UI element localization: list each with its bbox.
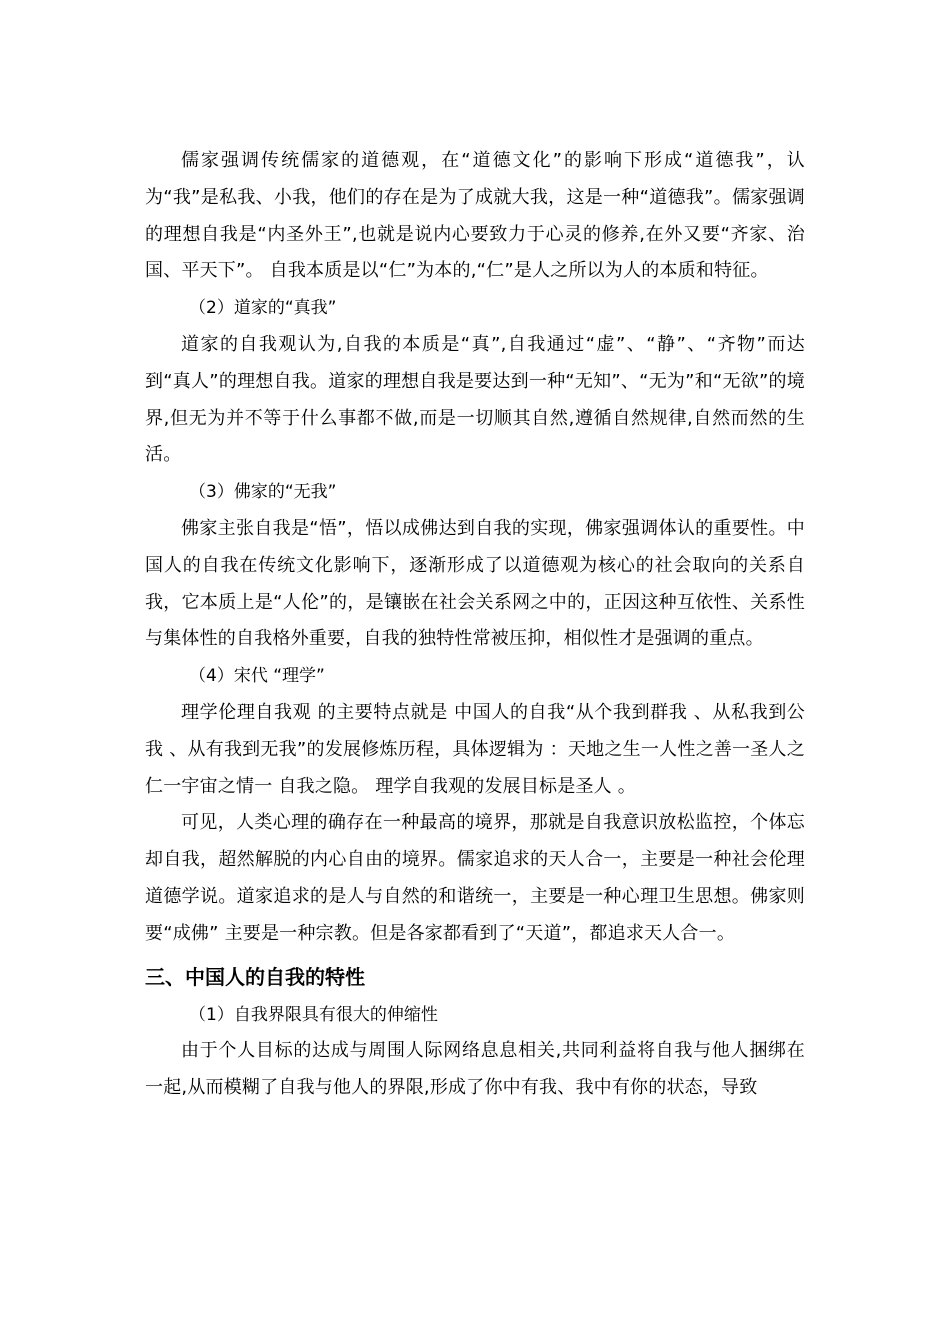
- subheading-buddhist-no-self: （3）佛家的“无我”: [189, 482, 337, 503]
- paragraph-neo-confucian-self: 理学伦理自我观 的主要特点就是 中国人的自我“从个我到群我 、从私我到公我 、从有我到无我”的发展修炼历程，具体逻辑为 ：天地之生一人性之善一圣人之仁一宇宙之情一 自我之隐。 理学自我观的发展目标是圣人 。: [145, 701, 805, 797]
- paragraph-buddhist-self: 佛家主张自我是“悟”，悟以成佛达到自我的实现，佛家强调体认的重要性。中国人的自我在传统文化影响下，逐渐形成了以道德观为核心的社会取向的关系自我，它本质上是“人伦”的，是镶嵌在社会关系网之中的，正因这种互依性、关系性与集体性的自我格外重要，自我的独特性常被压抑，相似性才是强调的重点。: [145, 517, 805, 650]
- subheading-taoist-true-self: （2）道家的“真我”: [189, 298, 337, 319]
- subheading-flexible-boundary: （1）自我界限具有很大的伸缩性: [189, 1004, 438, 1025]
- paragraph-confucian-moral-self: 儒家强调传统儒家的道德观，在“道德文化”的影响下形成“道德我”，认为“我”是私我、小我，他们的存在是为了成就大我，这是一种“道德我”。儒家强调的理想自我是“内圣外王”,也就是说内心要致力于心灵的修养,在外又要“齐家、治国、平天下”。 自我本质是以“仁”为本的,“仁”是人之所以为人的本质和特征。: [145, 150, 805, 282]
- paragraph-boundary-explanation: 由于个人目标的达成与周围人际网络息息相关,共同利益将自我与他人捆绑在一起,从而模糊了自我与他人的界限,形成了你中有我、我中有你的状态，导致: [145, 1040, 805, 1099]
- paragraph-summary-unity: 可见，人类心理的确存在一种最高的境界，那就是自我意识放松监控，个体忘却自我，超然解脱的内心自由的境界。儒家追求的天人合一，主要是一种社会伦理道德学说。道家追求的是人与自然的和谐统一，主要是一种心理卫生思想。佛家则要“成佛” 主要是一种宗教。但是各家都看到了“天道”，都追求天人合一。: [145, 812, 805, 944]
- section-heading-characteristics: 三、中国人的自我的特性: [145, 964, 365, 989]
- subheading-song-neo-confucianism: （4）宋代 “理学”: [189, 666, 325, 687]
- paragraph-taoist-self: 道家的自我观认为,自我的本质是“真”,自我通过“虚”、“静”、“齐物”而达到“真人”的理想自我。道家的理想自我是要达到一种“无知”、“无为”和“无欲”的境界,但无为并不等于什么事都不做,而是一切顺其自然,遵循自然规律,自然而然的生活。: [145, 333, 805, 466]
- document-page: [145, 143, 805, 1107]
